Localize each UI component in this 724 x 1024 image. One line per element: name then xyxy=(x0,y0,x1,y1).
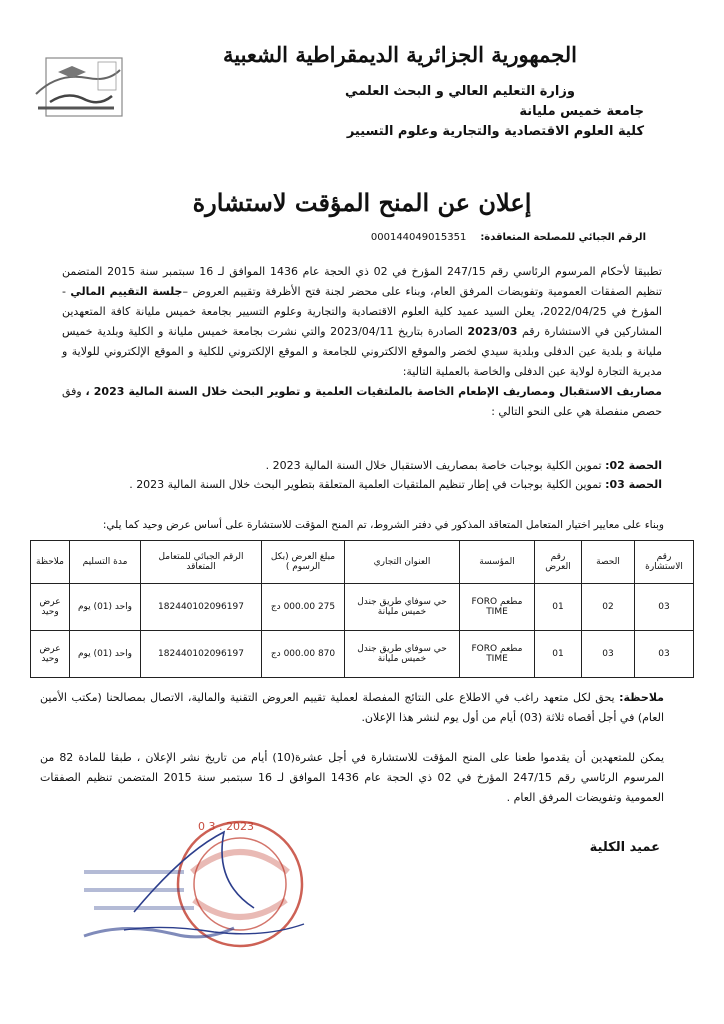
table-row xyxy=(31,584,694,631)
lot-text: تموين الكلية بوجبات خاصة بمصاريف الاستقبال خلال السنة المالية 2023 . xyxy=(265,459,602,472)
lot-item xyxy=(62,456,662,475)
table-row xyxy=(31,631,694,678)
table-cell: 182440102096197 xyxy=(141,584,262,631)
table-header: الحصة xyxy=(582,541,635,584)
table-cell: عرض وحيد xyxy=(31,631,70,678)
lot-text: تموين الكلية بوجبات في إطار تنظيم الملتقيات العلمية المتعلقة بتطوير البحث خلال السنة المالية 2023 . xyxy=(129,478,602,491)
table-cell: 03 xyxy=(635,631,694,678)
table-cell: واحد (01) يوم xyxy=(70,584,141,631)
financial-session-label: جلسة التقييم المالي xyxy=(70,285,183,298)
body-paragraph-2 xyxy=(62,382,662,422)
university-name: جامعة خميس مليانة xyxy=(519,104,644,119)
table-header: الرقم الجبائي للمتعامل المتعاقد xyxy=(141,541,262,584)
appeal-deadline-paragraph: يمكن للمتعهدين أن يقدموا طعنا على المنح المؤقت للاستشارة في أجل عشرة(10) أيام من تاريخ نشر الإعلان ، طبقا للمادة 82 من المرسوم الرئاسي رقم 247/15 المؤرخ في 02 ذي الحجة عام 1436 الموافق لـ 16 سبتمبر سنة 2015 المتضمن تنظيم الصفقات العمومية وتفويضات المرفق العام . xyxy=(40,751,665,804)
table-cell: 275 000.00 دج xyxy=(262,584,345,631)
table-cell: واحد (01) يوم xyxy=(70,631,141,678)
body-text: - المؤرخ في 2022/04/25، يعلن السيد عميد كلية العلوم الاقتصادية والتجارية وعلوم التسيير بجامعة خميس مليانة كافة المتعهدين المشاركين في الاستشارة رقم xyxy=(62,285,663,338)
note-paragraph xyxy=(40,688,664,728)
ministry-heading: وزارة التعليم العالي و البحث العلمي xyxy=(345,84,575,99)
body-text: الصادرة بتاريخ 2023/04/11 والتي نشرت بجامعة خميس مليانة و الكلية وبلدية خميس مليانة و بلدية عين الدفلى وبلدية سيدي لخضر والموقع الالكتروني للجامعة و الموقع الإلكتروني للكلية و الموقع الإلكتروني للولاية و مديرية التجارة لولاية عين الدفلى والخاصة بالعملية التالية: xyxy=(62,325,662,378)
body-text: وفق حصص منفصلة هي على النحو التالي : xyxy=(62,385,662,418)
fiscal-id-label: الرقم الجبائي للمصلحة المتعاقدة: xyxy=(480,232,646,243)
lot-label: الحصة 02: xyxy=(605,459,662,472)
faculty-name: كلية العلوم الاقتصادية والتجارية وعلوم التسيير xyxy=(346,124,644,139)
table-cell: 870 000.00 دج xyxy=(262,631,345,678)
table-header: العنوان التجاري xyxy=(345,541,460,584)
table-cell: 01 xyxy=(535,631,582,678)
body-text: تطبيقا لأحكام المرسوم الرئاسي رقم 247/15 المؤرخ في 02 ذي الحجة عام 1436 الموافق لـ 16 سبتمبر سنة 2015 المتضمن تنظيم الصفقات العمومية وتفويضات المرفق العام، وبناء على محضر لجنة فتح الأظرفة وتقييم العروض – xyxy=(62,265,662,298)
document-title: إعلان عن المنح المؤقت لاستشارة xyxy=(192,188,532,217)
award-basis-text: وبناء على معايير اختيار المتعامل المتعاقد المذكور في دفتر الشروط، تم المنح المؤقت للاستشارة على أساس عرض وحيد كما يلي: xyxy=(102,519,664,531)
table-cell: مطعم FORO TIME xyxy=(460,631,535,678)
body-paragraph-1 xyxy=(62,262,662,382)
university-logo xyxy=(28,52,126,124)
official-stamp-signature xyxy=(64,812,334,962)
table-header: ملاحظة xyxy=(31,541,70,584)
dean-title: عميد الكلية xyxy=(589,840,660,855)
fiscal-id-line xyxy=(371,232,646,243)
table-cell: حي سوفاي طريق جندل خميس مليانة xyxy=(345,584,460,631)
table-cell: مطعم FORO TIME xyxy=(460,584,535,631)
note-label: ملاحظة: xyxy=(619,691,664,704)
consultation-number: 2023/03 xyxy=(467,325,518,338)
lot-item xyxy=(62,475,662,494)
table-cell: 03 xyxy=(635,584,694,631)
lots-list xyxy=(62,456,662,494)
table-cell: 01 xyxy=(535,584,582,631)
table-header: رقم الاستشارة xyxy=(635,541,694,584)
table-header: رقم العرض xyxy=(535,541,582,584)
table-header: المؤسسة xyxy=(460,541,535,584)
table-header: مدة التسليم xyxy=(70,541,141,584)
table-cell: حي سوفاي طريق جندل خميس مليانة xyxy=(345,631,460,678)
table-header-row xyxy=(31,541,694,584)
fiscal-id-number: 000144049015351 xyxy=(370,232,467,243)
republic-heading: الجمهورية الجزائرية الديمقراطية الشعبية xyxy=(222,42,577,67)
award-table xyxy=(30,540,694,678)
table-cell: 03 xyxy=(582,631,635,678)
operation-title: مصاريف الاستقبال ومصاريف الإطعام الخاصة بالملتقيات العلمية و تطوير البحث خلال السنة المالية 2023 ، xyxy=(85,385,662,398)
svg-text:2023 . 3 0: 2023 . 3 0 xyxy=(198,820,254,833)
table-cell: 182440102096197 xyxy=(141,631,262,678)
lot-label: الحصة 03: xyxy=(605,478,662,491)
table-header: مبلغ العرض (بكل الرسوم ) xyxy=(262,541,345,584)
note-text: يحق لكل متعهد راغب في الاطلاع على النتائج المفصلة لعملية تقييم العروض التقنية والمالية، الاتصال بمصالحنا (مكتب الأمين العام) في أجل أقصاه ثلاثة (03) أيام من أول يوم لنشر هذا الإعلان. xyxy=(40,691,664,724)
table-cell: 02 xyxy=(582,584,635,631)
announcement-body xyxy=(62,262,662,422)
table-cell: عرض وحيد xyxy=(31,584,70,631)
